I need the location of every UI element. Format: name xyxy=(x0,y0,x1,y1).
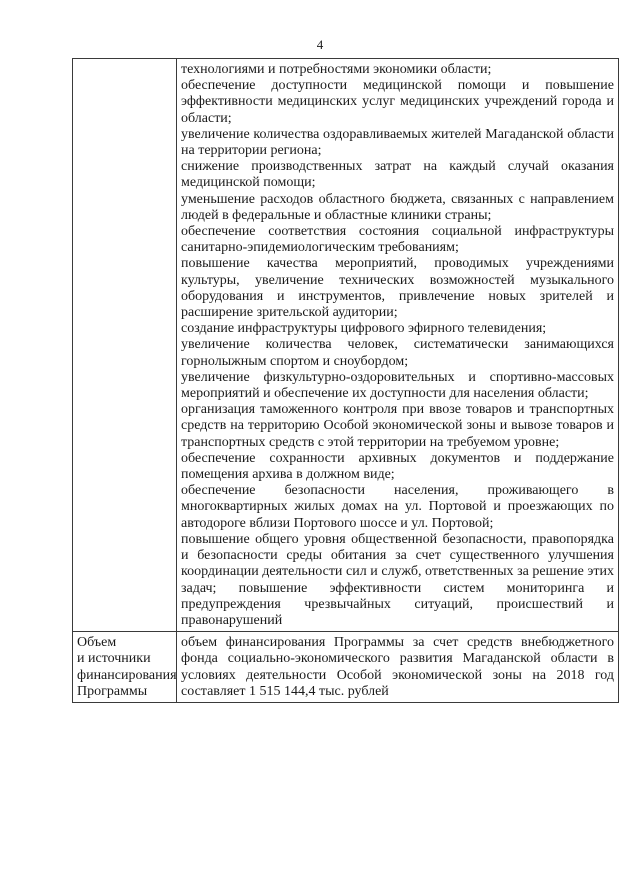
content-paragraph: технологиями и потребностями экономики области; xyxy=(181,62,492,77)
row-label-line: Объем xyxy=(77,635,117,651)
row-label-cell xyxy=(73,59,177,632)
row-content-cell xyxy=(177,59,619,632)
content-paragraph: увеличение физкультурно-оздоровительных и спортивно-массовых мероприятий и обеспечение их доступности для населения области; xyxy=(181,369,614,402)
content-paragraph: снижение производственных затрат на каждый случай оказания медицинской помощи; xyxy=(181,159,614,191)
content-paragraph: организация таможенного контроля при ввозе товаров и транспортных средств на территорию Особой экономической зоны и вывозе товаров и транспортных средств с этой территории на требуемом уровне; xyxy=(181,402,614,450)
row-content-cell xyxy=(177,632,619,703)
content-paragraph: повышение общего уровня общественной безопасности, правопорядка и безопасности среды обитания за счет существенного улучшения координации деятельности сил и служб, ответственных за решение этих задач; повышение эффективности систем мониторинга и предупреждения чрезвычайных ситуаций, происшествий и правонарушений xyxy=(181,531,614,628)
content-paragraph: обеспечение безопасности населения, проживающего в многоквартирных жилых домах на ул. Портовой и проезжающих по автодороге вблизи Портового шоссе и ул. Портовой; xyxy=(181,483,614,531)
content-paragraph: создание инфраструктуры цифрового эфирного телевидения; xyxy=(181,321,547,337)
row-label-line: и источники xyxy=(77,651,151,667)
content-paragraph: повышение качества мероприятий, проводимых учреждениями культуры, увеличение технических возможностей музыкального оборудования и инструментов, привлечение новых зрителей и расширение зрительской аудитории; xyxy=(181,256,614,321)
row-label-cell xyxy=(73,632,177,703)
table-row-expected-results xyxy=(73,59,619,632)
content-paragraph: объем финансирования Программы за счет средств внебюджетного фонда социально-экономического развития Магаданской области в условиях деятельности Особой экономической зоны на 2018 год составляет 1 515 144,4 тыс. рублей xyxy=(181,635,614,699)
row-label-line: Программы xyxy=(77,683,148,699)
page-number: 4 xyxy=(316,37,324,52)
content-paragraph: обеспечение сохранности архивных документов и поддержание помещения архива в должном виде; xyxy=(181,450,614,483)
content-paragraph: уменьшение расходов областного бюджета, связанных с направлением людей в федеральные и областные клиники страны; xyxy=(181,191,614,223)
content-paragraph: увеличение количества человек, систематически занимающихся горнолыжным спортом и сноубордом; xyxy=(181,337,614,369)
row-label-line: финансирования xyxy=(77,667,177,683)
content-paragraph: обеспечение соответствия состояния социальной инфраструктуры санитарно-эпидемиологическим требованиям; xyxy=(181,224,614,256)
content-paragraph: обеспечение доступности медицинской помощи и повышение эффективности медицинских услуг медицинских учреждений города и области; xyxy=(181,78,614,126)
content-paragraph: увеличение количества оздоравливаемых жителей Магаданской области на территории региона; xyxy=(181,126,614,159)
table-row-financing xyxy=(73,632,619,703)
program-passport-table xyxy=(72,58,619,703)
